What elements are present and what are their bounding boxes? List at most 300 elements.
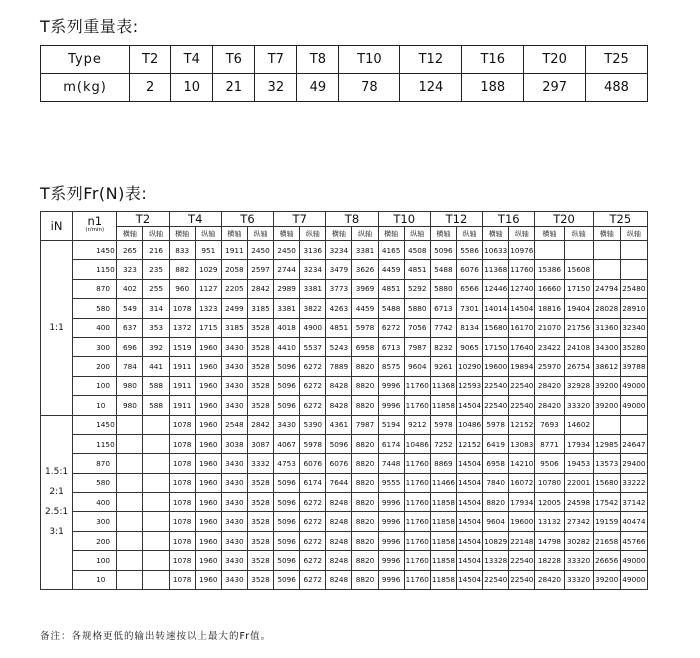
fr-value-cell: 8820 xyxy=(352,551,378,570)
fr-value-cell xyxy=(593,241,620,260)
fr-value-cell: 17640 xyxy=(509,337,535,356)
axis-vertical-label: 纵轴 xyxy=(195,227,221,241)
fr-value-cell: 22540 xyxy=(509,570,535,589)
fr-value-cell: 12985 xyxy=(593,434,620,453)
ratio-label: 1.5:1 xyxy=(45,467,69,478)
fr-value-cell: 6272 xyxy=(300,396,326,415)
fr-value-cell: 3430 xyxy=(221,473,247,492)
speed-cell: 400 xyxy=(73,493,117,512)
fr-value-cell: 5096 xyxy=(326,434,352,453)
fr-value-cell: 14210 xyxy=(509,454,535,473)
axis-vertical-label: 纵轴 xyxy=(300,227,326,241)
fr-value-cell: 3430 xyxy=(221,551,247,570)
fr-value-cell: 2597 xyxy=(247,260,273,279)
fr-value-cell: 22001 xyxy=(564,473,593,492)
fr-value-cell: 9065 xyxy=(456,337,482,356)
fr-value-cell xyxy=(117,454,143,473)
fr-value-cell: 9996 xyxy=(378,512,404,531)
type-cell: T12 xyxy=(400,46,462,74)
fr-value-cell: 3528 xyxy=(247,318,273,337)
fr-value-cell: 255 xyxy=(143,279,169,298)
in-header: iN xyxy=(41,212,73,241)
fr-value-cell: 6174 xyxy=(378,434,404,453)
n1-unit: (r/min) xyxy=(85,227,105,233)
fr-value-cell: 2842 xyxy=(247,279,273,298)
model-header: T20 xyxy=(535,212,593,227)
fr-value-cell: 6076 xyxy=(326,454,352,473)
fr-value-cell: 18228 xyxy=(535,551,564,570)
fr-value-cell: 7987 xyxy=(404,337,430,356)
fr-value-cell: 24598 xyxy=(564,493,593,512)
fr-value-cell: 4165 xyxy=(378,241,404,260)
fr-value-cell: 11368 xyxy=(483,260,509,279)
fr-value-cell: 33222 xyxy=(620,473,647,492)
fr-value-cell: 3234 xyxy=(326,241,352,260)
fr-value-cell: 34300 xyxy=(593,337,620,356)
axis-horizontal-label: 横轴 xyxy=(535,227,564,241)
fr-value-cell: 11760 xyxy=(404,570,430,589)
fr-value-cell: 13328 xyxy=(483,551,509,570)
fr-value-cell: 696 xyxy=(117,337,143,356)
fr-value-cell: 2450 xyxy=(247,241,273,260)
type-cell: T2 xyxy=(130,46,171,74)
fr-value-cell: 4018 xyxy=(274,318,300,337)
fr-value-cell xyxy=(535,241,564,260)
fr-value-cell: 8575 xyxy=(378,357,404,376)
axis-horizontal-label: 横轴 xyxy=(430,227,456,241)
fr-value-cell: 17934 xyxy=(509,493,535,512)
fr-value-cell: 11858 xyxy=(430,551,456,570)
fr-value-cell: 10633 xyxy=(483,241,509,260)
table-row xyxy=(41,493,648,512)
type-cell: T25 xyxy=(586,46,648,74)
fr-value-cell: 960 xyxy=(169,279,195,298)
fr-value-cell xyxy=(117,473,143,492)
fr-value-cell: 402 xyxy=(117,279,143,298)
fr-value-cell: 8134 xyxy=(456,318,482,337)
fr-value-cell: 6419 xyxy=(483,434,509,453)
fr-value-cell: 31360 xyxy=(593,318,620,337)
fr-value-cell: 3332 xyxy=(247,454,273,473)
mass-cell: 188 xyxy=(462,74,524,102)
mass-cell: 124 xyxy=(400,74,462,102)
fr-value-cell: 15608 xyxy=(564,260,593,279)
mass-cell: 297 xyxy=(524,74,586,102)
table-row xyxy=(41,357,648,376)
fr-value-cell: 5488 xyxy=(430,260,456,279)
mass-cell: 21 xyxy=(213,74,255,102)
fr-value-cell: 10780 xyxy=(535,473,564,492)
fr-value-cell: 14504 xyxy=(456,493,482,512)
fr-value-cell: 28420 xyxy=(535,570,564,589)
fr-value-cell: 3822 xyxy=(300,299,326,318)
fr-value-cell: 38612 xyxy=(593,357,620,376)
fr-value-cell: 19894 xyxy=(509,357,535,376)
speed-cell: 1150 xyxy=(73,434,117,453)
fr-value-cell: 4361 xyxy=(326,415,352,434)
fr-value-cell: 3528 xyxy=(247,531,273,550)
fr-value-cell: 3528 xyxy=(247,551,273,570)
fr-value-cell: 45766 xyxy=(620,531,647,550)
fr-value-cell: 28420 xyxy=(535,376,564,395)
fr-value-cell: 18816 xyxy=(535,299,564,318)
ratio-label: 2:1 xyxy=(49,487,64,498)
fr-value-cell: 6272 xyxy=(378,318,404,337)
model-header: T12 xyxy=(430,212,482,227)
axis-horizontal-label: 横轴 xyxy=(274,227,300,241)
fr-value-cell: 5194 xyxy=(378,415,404,434)
fr-value-cell: 28420 xyxy=(535,396,564,415)
ratio-label: 2.5:1 xyxy=(45,507,69,518)
fr-value-cell: 14602 xyxy=(564,415,593,434)
fr-value-cell: 1960 xyxy=(195,551,221,570)
fr-value-cell: 14504 xyxy=(456,396,482,415)
fr-value-cell: 3087 xyxy=(247,434,273,453)
fr-value-cell: 14504 xyxy=(509,299,535,318)
fr-value-cell: 10486 xyxy=(404,434,430,453)
fr-value-cell: 6272 xyxy=(300,512,326,531)
fr-value-cell: 8232 xyxy=(430,337,456,356)
fr-value-cell: 33320 xyxy=(564,551,593,570)
type-cell: T6 xyxy=(213,46,255,74)
fr-value-cell: 3969 xyxy=(352,279,378,298)
fr-value-cell: 7693 xyxy=(535,415,564,434)
fr-value-cell: 6958 xyxy=(352,337,378,356)
fr-value-cell: 2548 xyxy=(221,415,247,434)
fr-value-cell xyxy=(620,415,647,434)
fr-value-cell: 1960 xyxy=(195,454,221,473)
fr-value-cell xyxy=(143,473,169,492)
fr-value-cell: 5096 xyxy=(274,357,300,376)
fr-value-cell: 9996 xyxy=(378,396,404,415)
fr-value-cell: 2842 xyxy=(247,415,273,434)
n1-header xyxy=(73,212,117,241)
fr-value-cell: 8820 xyxy=(352,454,378,473)
speed-cell: 100 xyxy=(73,551,117,570)
fr-value-cell: 11760 xyxy=(404,396,430,415)
fr-value-cell: 49000 xyxy=(620,570,647,589)
fr-value-cell: 11858 xyxy=(430,396,456,415)
fr-value-cell xyxy=(143,531,169,550)
fr-value-cell: 9996 xyxy=(378,551,404,570)
fr-value-cell: 3430 xyxy=(221,531,247,550)
axis-vertical-label: 纵轴 xyxy=(456,227,482,241)
fr-value-cell: 9212 xyxy=(404,415,430,434)
fr-table xyxy=(40,211,648,590)
fr-value-cell: 7448 xyxy=(378,454,404,473)
fr-value-cell: 8820 xyxy=(352,434,378,453)
fr-value-cell: 5096 xyxy=(274,570,300,589)
fr-value-cell: 441 xyxy=(143,357,169,376)
fr-value-cell xyxy=(117,551,143,570)
axis-vertical-label: 纵轴 xyxy=(620,227,647,241)
table-row xyxy=(41,279,648,298)
fr-value-cell: 6272 xyxy=(300,493,326,512)
fr-value-cell: 5880 xyxy=(430,279,456,298)
fr-value-cell: 235 xyxy=(143,260,169,279)
fr-value-cell: 8248 xyxy=(326,512,352,531)
fr-value-cell: 8820 xyxy=(352,493,378,512)
fr-value-cell: 4900 xyxy=(300,318,326,337)
type-row xyxy=(41,46,648,74)
fr-value-cell: 1078 xyxy=(169,570,195,589)
fr-value-cell: 33320 xyxy=(564,570,593,589)
axis-vertical-label: 纵轴 xyxy=(247,227,273,241)
fr-value-cell: 3528 xyxy=(247,337,273,356)
fr-value-cell: 11760 xyxy=(404,454,430,473)
fr-value-cell: 11858 xyxy=(430,493,456,512)
fr-value-cell xyxy=(117,531,143,550)
speed-cell: 580 xyxy=(73,473,117,492)
table-row xyxy=(41,376,648,395)
fr-value-cell xyxy=(593,415,620,434)
fr-value-cell: 23422 xyxy=(535,337,564,356)
speed-cell: 300 xyxy=(73,512,117,531)
fr-value-cell: 8248 xyxy=(326,531,352,550)
mass-cell: 10 xyxy=(171,74,213,102)
fr-value-cell: 3479 xyxy=(326,260,352,279)
fr-value-cell: 16072 xyxy=(509,473,535,492)
ratio-group-1-1 xyxy=(41,241,648,416)
fr-value-cell: 1960 xyxy=(195,415,221,434)
fr-value-cell: 1078 xyxy=(169,415,195,434)
speed-cell: 10 xyxy=(73,396,117,415)
fr-value-cell: 3430 xyxy=(221,337,247,356)
fr-value-cell: 29400 xyxy=(620,454,647,473)
fr-value-cell: 1323 xyxy=(195,299,221,318)
fr-header-models xyxy=(41,212,648,227)
axis-horizontal-label: 横轴 xyxy=(326,227,352,241)
fr-value-cell: 17150 xyxy=(564,279,593,298)
fr-value-cell: 3430 xyxy=(221,357,247,376)
fr-value-cell: 1519 xyxy=(169,337,195,356)
speed-cell: 100 xyxy=(73,376,117,395)
weight-table xyxy=(40,45,648,102)
fr-value-cell: 13132 xyxy=(535,512,564,531)
speed-cell: 870 xyxy=(73,279,117,298)
fr-value-cell: 22540 xyxy=(483,570,509,589)
fr-value-cell: 8820 xyxy=(352,396,378,415)
fr-value-cell: 2499 xyxy=(221,299,247,318)
fr-value-cell: 10829 xyxy=(483,531,509,550)
fr-value-cell: 3528 xyxy=(247,493,273,512)
axis-horizontal-label: 横轴 xyxy=(117,227,143,241)
ratio-label: 3:1 xyxy=(49,527,64,538)
fr-value-cell: 882 xyxy=(169,260,195,279)
fr-value-cell: 3185 xyxy=(247,299,273,318)
fr-value-cell: 1127 xyxy=(195,279,221,298)
fr-value-cell xyxy=(143,454,169,473)
fr-value-cell: 27342 xyxy=(564,512,593,531)
fr-value-cell: 15680 xyxy=(483,318,509,337)
fr-value-cell: 7889 xyxy=(326,357,352,376)
fr-value-cell xyxy=(143,551,169,570)
fr-value-cell: 3430 xyxy=(221,570,247,589)
fr-value-cell: 22540 xyxy=(509,396,535,415)
fr-value-cell: 3528 xyxy=(247,396,273,415)
fr-value-cell: 1960 xyxy=(195,512,221,531)
model-header: T8 xyxy=(326,212,378,227)
fr-value-cell: 8248 xyxy=(326,570,352,589)
table-row xyxy=(41,396,648,415)
fr-value-cell: 4851 xyxy=(326,318,352,337)
fr-value-cell: 3381 xyxy=(300,279,326,298)
fr-value-cell: 2989 xyxy=(274,279,300,298)
ratio-cell: 1:1 xyxy=(41,241,73,416)
fr-value-cell xyxy=(117,415,143,434)
fr-value-cell: 8820 xyxy=(483,493,509,512)
axis-horizontal-label: 横轴 xyxy=(169,227,195,241)
fr-value-cell: 14504 xyxy=(456,473,482,492)
fr-value-cell: 5390 xyxy=(300,415,326,434)
fr-value-cell: 19453 xyxy=(564,454,593,473)
fr-value-cell: 32928 xyxy=(564,376,593,395)
ratio-group-multi xyxy=(41,415,648,590)
fr-value-cell: 5586 xyxy=(456,241,482,260)
fr-value-cell: 216 xyxy=(143,241,169,260)
fr-value-cell: 28028 xyxy=(593,299,620,318)
type-cell: T7 xyxy=(255,46,297,74)
fr-value-cell: 12152 xyxy=(509,415,535,434)
table-row xyxy=(41,260,648,279)
fr-value-cell: 11760 xyxy=(404,376,430,395)
fr-value-cell: 9996 xyxy=(378,493,404,512)
axis-horizontal-label: 横轴 xyxy=(483,227,509,241)
fr-value-cell: 9261 xyxy=(430,357,456,376)
fr-value-cell xyxy=(117,570,143,589)
fr-value-cell: 5096 xyxy=(274,473,300,492)
fr-value-cell: 6272 xyxy=(300,531,326,550)
fr-value-cell: 19159 xyxy=(593,512,620,531)
fr-value-cell: 5537 xyxy=(300,337,326,356)
fr-value-cell: 3528 xyxy=(247,473,273,492)
fr-value-cell: 11760 xyxy=(404,493,430,512)
fr-value-cell: 22540 xyxy=(509,551,535,570)
model-header: T25 xyxy=(593,212,647,227)
fr-value-cell: 22540 xyxy=(483,376,509,395)
fr-value-cell: 1078 xyxy=(169,551,195,570)
fr-value-cell: 6272 xyxy=(300,376,326,395)
fr-value-cell: 4459 xyxy=(378,260,404,279)
speed-cell: 300 xyxy=(73,337,117,356)
fr-value-cell: 19600 xyxy=(483,357,509,376)
model-header: T4 xyxy=(169,212,221,227)
fr-value-cell: 5096 xyxy=(274,551,300,570)
model-header: T10 xyxy=(378,212,430,227)
fr-value-cell: 549 xyxy=(117,299,143,318)
fr-value-cell: 24647 xyxy=(620,434,647,453)
fr-value-cell: 49000 xyxy=(620,376,647,395)
fr-value-cell: 11760 xyxy=(404,473,430,492)
fr-value-cell: 353 xyxy=(143,318,169,337)
fr-value-cell: 7742 xyxy=(430,318,456,337)
speed-cell: 1450 xyxy=(73,415,117,434)
fr-value-cell: 8428 xyxy=(326,376,352,395)
fr-value-cell: 22540 xyxy=(509,376,535,395)
fr-value-cell: 1960 xyxy=(195,531,221,550)
fr-value-cell xyxy=(143,570,169,589)
model-header: T7 xyxy=(274,212,326,227)
type-cell: T4 xyxy=(171,46,213,74)
fr-value-cell xyxy=(117,434,143,453)
fr-value-cell: 588 xyxy=(143,376,169,395)
fr-value-cell: 9604 xyxy=(483,512,509,531)
fr-value-cell: 40474 xyxy=(620,512,647,531)
fr-value-cell: 8820 xyxy=(352,473,378,492)
fr-value-cell: 14504 xyxy=(456,531,482,550)
fr-value-cell: 1029 xyxy=(195,260,221,279)
fr-value-cell: 9996 xyxy=(378,570,404,589)
fr-value-cell: 3430 xyxy=(221,493,247,512)
fr-value-cell: 3430 xyxy=(274,415,300,434)
table-row xyxy=(41,318,648,337)
axis-vertical-label: 纵轴 xyxy=(564,227,593,241)
fr-value-cell: 6713 xyxy=(430,299,456,318)
fr-value-cell: 24108 xyxy=(564,337,593,356)
fr-value-cell: 1911 xyxy=(169,396,195,415)
fr-value-cell: 4263 xyxy=(326,299,352,318)
fr-value-cell: 1078 xyxy=(169,434,195,453)
fr-value-cell: 1911 xyxy=(221,241,247,260)
fr-value-cell: 1078 xyxy=(169,493,195,512)
table-row xyxy=(41,337,648,356)
fr-value-cell: 5096 xyxy=(274,512,300,531)
fr-value-cell: 5096 xyxy=(274,531,300,550)
fr-value-cell: 6076 xyxy=(456,260,482,279)
mass-label: m(kg) xyxy=(41,74,130,102)
fr-value-cell: 3626 xyxy=(352,260,378,279)
fr-value-cell: 8820 xyxy=(352,531,378,550)
speed-cell: 1150 xyxy=(73,260,117,279)
fr-value-cell: 3528 xyxy=(247,512,273,531)
fr-value-cell: 4508 xyxy=(404,241,430,260)
fr-value-cell: 6076 xyxy=(300,454,326,473)
fr-value-cell: 39200 xyxy=(593,396,620,415)
fr-value-cell: 6174 xyxy=(300,473,326,492)
table-row xyxy=(41,473,648,492)
fr-value-cell: 14504 xyxy=(456,512,482,531)
axis-vertical-label: 纵轴 xyxy=(509,227,535,241)
fr-value-cell: 4410 xyxy=(274,337,300,356)
fr-value-cell xyxy=(593,260,620,279)
fr-value-cell: 1911 xyxy=(169,357,195,376)
fr-value-cell: 9996 xyxy=(378,531,404,550)
mass-cell: 49 xyxy=(297,74,339,102)
fr-value-cell: 2744 xyxy=(274,260,300,279)
fr-value-cell: 1960 xyxy=(195,396,221,415)
axis-vertical-label: 纵轴 xyxy=(404,227,430,241)
fr-value-cell xyxy=(620,260,647,279)
fr-value-cell: 8248 xyxy=(326,493,352,512)
fr-value-cell: 1715 xyxy=(195,318,221,337)
fr-value-cell: 8248 xyxy=(326,551,352,570)
weight-table-title: T系列重量表: xyxy=(40,17,139,36)
fr-value-cell: 5488 xyxy=(378,299,404,318)
fr-value-cell: 11858 xyxy=(430,570,456,589)
fr-value-cell: 6272 xyxy=(300,570,326,589)
fr-value-cell: 22148 xyxy=(509,531,535,550)
fr-value-cell: 1960 xyxy=(195,493,221,512)
fr-value-cell: 10486 xyxy=(456,415,482,434)
fr-value-cell: 3430 xyxy=(221,512,247,531)
fr-value-cell: 30282 xyxy=(564,531,593,550)
fr-value-cell: 6566 xyxy=(456,279,482,298)
fr-value-cell: 5292 xyxy=(404,279,430,298)
fr-value-cell: 637 xyxy=(117,318,143,337)
fr-value-cell: 11368 xyxy=(430,376,456,395)
table-row xyxy=(41,415,648,434)
fr-value-cell: 3773 xyxy=(326,279,352,298)
